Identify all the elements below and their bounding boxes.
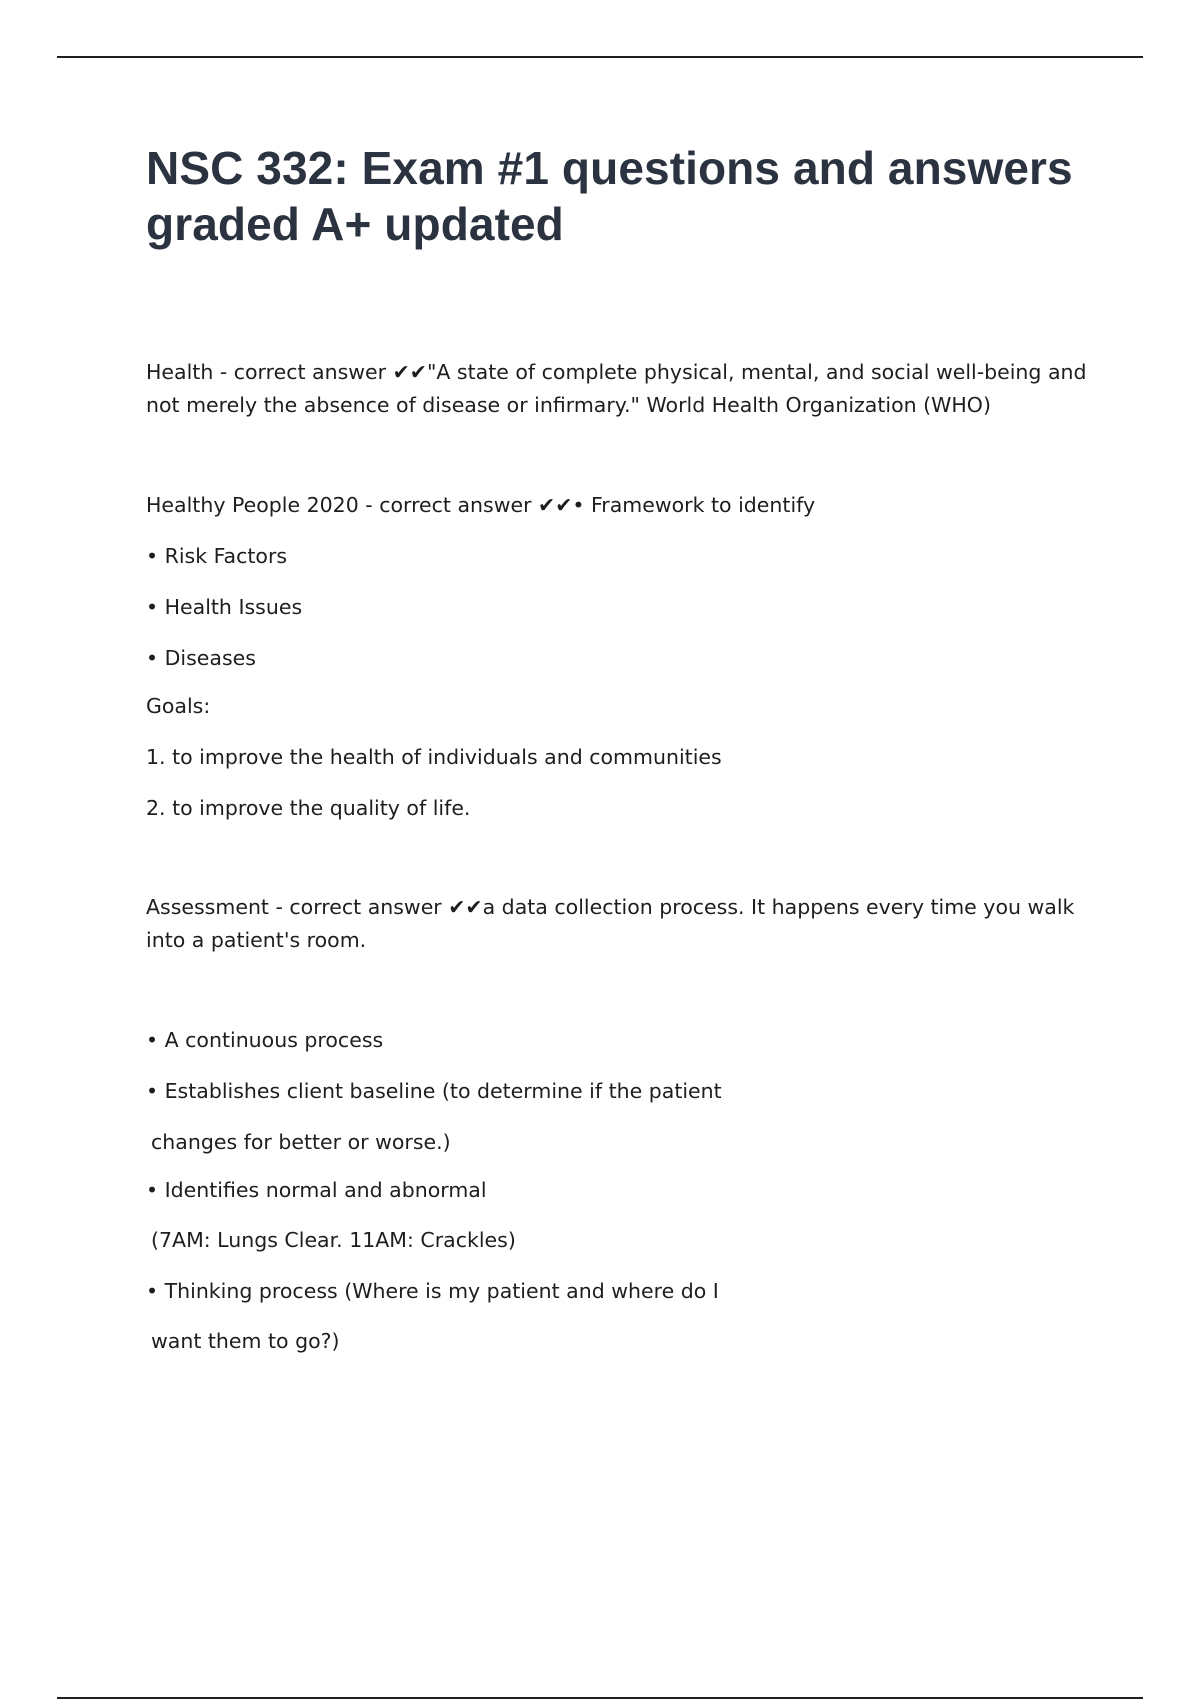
top-rule xyxy=(57,56,1143,58)
assessment-identifies-example: (7AM: Lungs Clear. 11AM: Crackles) xyxy=(151,1228,516,1252)
bullet-health-issues: • Health Issues xyxy=(146,595,303,619)
entry-health: Health - correct answer ✔✔"A state of complete physical, mental, and social well-being and not merely the absence of disease or infirmary." World Health Organization (WHO) xyxy=(146,360,1087,417)
assessment-bullet-continuous: • A continuous process xyxy=(146,1028,384,1052)
goal-item-1: 1. to improve the health of individuals and communities xyxy=(146,745,722,769)
bottom-rule xyxy=(57,1697,1143,1699)
assessment-bullet-baseline: • Establishes client baseline (to determine if the patient xyxy=(146,1079,722,1103)
goals-label: Goals: xyxy=(146,694,211,718)
bullet-diseases: • Diseases xyxy=(146,646,256,670)
entry-healthy-people: Healthy People 2020 - correct answer ✔✔• Framework to identify xyxy=(146,493,816,517)
assessment-bullet-identifies: • Identifies normal and abnormal xyxy=(146,1178,487,1202)
document-title: NSC 332: Exam #1 questions and answers graded A+ updated xyxy=(146,142,1073,250)
entry-assessment: Assessment - correct answer ✔✔a data collection process. It happens every time you walk into a patient's room. xyxy=(146,895,1075,952)
assessment-thinking-continued: want them to go?) xyxy=(151,1329,340,1353)
goal-item-2: 2. to improve the quality of life. xyxy=(146,796,471,820)
document-header xyxy=(146,140,1096,252)
bullet-risk-factors: • Risk Factors xyxy=(146,544,288,568)
assessment-bullet-thinking: • Thinking process (Where is my patient and where do I xyxy=(146,1279,719,1303)
assessment-baseline-continued: changes for better or worse.) xyxy=(151,1130,451,1154)
